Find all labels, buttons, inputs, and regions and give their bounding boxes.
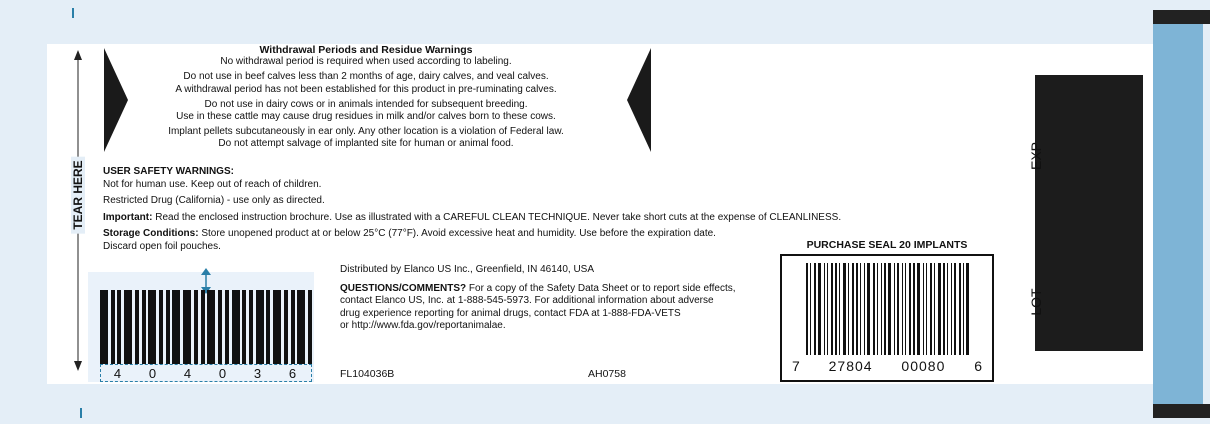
important-text: Read the enclosed instruction brochure. Use as illustrated with a CAREFUL CLEAN TECHNIQUE. Never take short cuts at the expense of CLEANLINESS. xyxy=(152,211,842,223)
upc-right-group: 00080 xyxy=(901,358,946,374)
barcode-bar xyxy=(873,263,875,355)
registration-tick-bottom xyxy=(80,408,82,418)
barcode-bar xyxy=(959,263,961,355)
barcode-bar xyxy=(926,263,927,355)
upc-barcode xyxy=(806,263,970,355)
barcode-bar xyxy=(172,290,180,364)
barcode-bar xyxy=(905,263,906,355)
barcode-bar xyxy=(256,290,264,364)
top-edge-mark xyxy=(1153,10,1210,24)
barcode-bar xyxy=(111,290,115,364)
barcode-bar xyxy=(913,263,915,355)
barcode-bar xyxy=(839,263,840,355)
pharma-digit: 3 xyxy=(253,365,264,381)
barcode-bar xyxy=(297,290,305,364)
barcode-bar xyxy=(225,290,229,364)
barcode-bar xyxy=(218,290,222,364)
barcode-bar xyxy=(249,290,253,364)
barcode-bar xyxy=(159,290,163,364)
barcode-bar xyxy=(117,290,121,364)
barcode-bar xyxy=(867,263,870,355)
ah-code: AH0758 xyxy=(588,368,626,380)
questions-line xyxy=(340,283,760,296)
barcode-bar xyxy=(810,263,811,355)
barcode-bar xyxy=(963,263,964,355)
withdrawal-title: Withdrawal Periods and Residue Warnings xyxy=(259,44,473,56)
withdrawal-line: A withdrawal period has not been established for this product in pre-ruminating calves. xyxy=(175,83,557,95)
bottom-edge-mark xyxy=(1153,404,1210,418)
questions-label: QUESTIONS/COMMENTS? xyxy=(340,282,467,294)
barcode-bar xyxy=(894,263,895,355)
user-safety-line: Restricted Drug (California) - use only as directed. xyxy=(103,195,325,206)
storage-text: Store unopened product at or below 25°C (77°F). Avoid excessive heat and humidity. Use before the expiration date. xyxy=(198,228,716,239)
barcode-bar xyxy=(934,263,935,355)
user-safety-line: Not for human use. Keep out of reach of children. xyxy=(103,178,322,190)
contact-line: drug experience reporting for animal drugs, contact FDA at 1-888-FDA-VETS xyxy=(340,307,681,319)
barcode-bar xyxy=(166,290,170,364)
withdrawal-line: Implant pellets subcutaneously in ear only. Any other location is a violation of Federal law. xyxy=(168,125,564,137)
upc-left-group: 27804 xyxy=(828,358,873,374)
important-note xyxy=(103,212,863,225)
barcode-bar xyxy=(142,290,146,364)
barcode-bar xyxy=(291,290,295,364)
withdrawal-line: Do not attempt salvage of implanted site for human or animal food. xyxy=(218,138,514,150)
barcode-bar xyxy=(923,263,924,355)
distributed-by: Distributed by Elanco US Inc., Greenfield, IN 46140, USA xyxy=(340,264,595,275)
barcode-bar xyxy=(242,290,246,364)
storage-note xyxy=(103,228,863,241)
exp-lot-print-block xyxy=(1035,75,1143,351)
barcode-bar xyxy=(938,263,941,355)
barcode-bar xyxy=(824,263,825,355)
withdrawal-warnings xyxy=(136,44,596,151)
barcode-bar xyxy=(877,263,878,355)
pharma-digit: 0 xyxy=(218,365,229,381)
exp-label: EXP xyxy=(1028,142,1044,171)
barcode-bar xyxy=(814,263,816,355)
barcode-bar xyxy=(917,263,920,355)
barcode-bar xyxy=(207,290,215,364)
barcode-bar xyxy=(930,263,932,355)
barcode-bar xyxy=(273,290,281,364)
barcode-bar xyxy=(100,290,108,364)
safety-section xyxy=(103,166,863,253)
lot-label: LOT xyxy=(1028,288,1044,316)
barcode-bar xyxy=(881,263,882,355)
right-triangle-marker xyxy=(627,48,651,152)
barcode-bar xyxy=(266,290,270,364)
barcode-bar xyxy=(884,263,886,355)
barcode-bar xyxy=(148,290,156,364)
barcode-bar xyxy=(943,263,945,355)
important-label: Important: xyxy=(103,211,153,223)
upc-first-digit: 7 xyxy=(792,358,800,374)
barcode-bar xyxy=(966,263,969,355)
barcode-bar xyxy=(897,263,899,355)
registration-tick-top xyxy=(72,8,74,18)
barcode-bar xyxy=(856,263,858,355)
barcode-bar xyxy=(843,263,846,355)
pharma-digit: 4 xyxy=(183,365,194,381)
barcode-bar xyxy=(284,290,288,364)
barcode-bar xyxy=(864,263,865,355)
barcode-bar xyxy=(909,263,911,355)
barcode-bar xyxy=(852,263,854,355)
barcode-bar xyxy=(818,263,821,355)
tear-here-wrap xyxy=(63,130,93,260)
barcode-bar xyxy=(806,263,808,355)
barcode-bar xyxy=(954,263,956,355)
purchase-seal-title: PURCHASE SEAL 20 IMPLANTS xyxy=(806,239,968,251)
barcode-bar xyxy=(124,290,132,364)
barcode-bar xyxy=(183,290,191,364)
tear-here-label: TEAR HERE xyxy=(71,156,85,233)
barcode-bar xyxy=(831,263,833,355)
pharma-barcode-digits xyxy=(100,364,312,382)
storage-label: Storage Conditions: xyxy=(103,228,199,239)
barcode-bar xyxy=(951,263,952,355)
withdrawal-line: Do not use in dairy cows or in animals intended for subsequent breeding. xyxy=(204,98,528,110)
barcode-bar xyxy=(860,263,861,355)
storage-line: Discard open foil pouches. xyxy=(103,240,221,252)
pharma-digit: 0 xyxy=(148,365,159,381)
blue-edge-strip xyxy=(1153,24,1203,416)
barcode-bar xyxy=(947,263,948,355)
user-safety-title: USER SAFETY WARNINGS: xyxy=(103,166,234,177)
left-triangle-marker xyxy=(104,48,128,152)
distribution-info xyxy=(340,264,760,333)
questions-text: For a copy of the Safety Data Sheet or to report side effects, xyxy=(466,282,736,294)
barcode-bar xyxy=(232,290,240,364)
withdrawal-line: Do not use in beef calves less than 2 months of age, dairy calves, and veal calves. xyxy=(183,71,549,83)
pharma-digit: 4 xyxy=(113,365,124,381)
contact-line: contact Elanco US, Inc. at 1-888-545-5973. For additional information about adverse xyxy=(340,295,714,306)
withdrawal-line: No withdrawal period is required when used according to labeling. xyxy=(220,56,512,68)
upc-last-digit: 6 xyxy=(974,358,982,374)
barcode-bar xyxy=(308,290,312,364)
barcode-bar xyxy=(848,263,849,355)
upc-digits xyxy=(792,358,982,374)
barcode-bar xyxy=(194,290,198,364)
barcode-bar xyxy=(902,263,903,355)
contact-line: or http://www.fda.gov/reportanimalae. xyxy=(340,320,506,331)
barcode-bar xyxy=(135,290,139,364)
barcode-bar xyxy=(835,263,837,355)
barcode-bar xyxy=(201,290,205,364)
barcode-bar xyxy=(888,263,891,355)
pharma-digit: 6 xyxy=(288,365,299,381)
pharma-barcode xyxy=(100,290,312,364)
barcode-bar xyxy=(827,263,828,355)
withdrawal-line: Use in these cattle may cause drug residues in milk and/or calves born to these cows. xyxy=(176,111,556,123)
fl-code: FL104036B xyxy=(340,368,395,380)
